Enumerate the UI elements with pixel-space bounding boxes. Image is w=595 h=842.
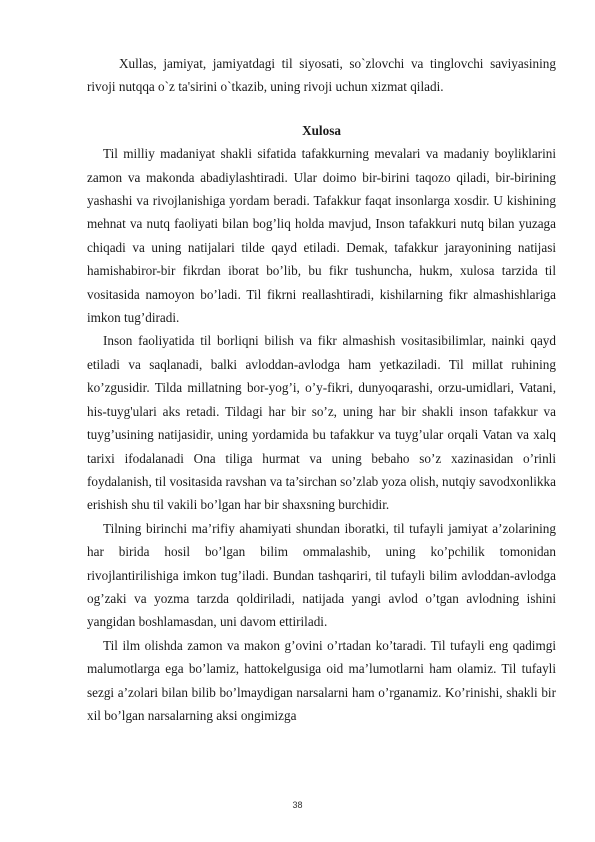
page-number: 38 [292, 800, 303, 810]
paragraph-3: Tilning birinchi ma’rifiy ahamiyati shundan iboratki, til tufayli jamiyat a’zolarining har birida hosil bo’lgan bilim ommalashib, uning ko’pchilik tomonidan rivojlantirilishiga imkon tug’iladi. Bundan tashqariri, til tufayli bilim avloddan-avlodga og’zaki va yozma tarzda qoldiriladi, natijada yangi avlod o’tgan avlodning ishini yangidan boshlamasdan, uni davom ettiriladi. [87, 520, 556, 630]
document-page [87, 52, 556, 727]
paragraph-1: Til milliy madaniyat shakli sifatida tafakkurning mevalari va madaniy boyliklarini zamon va makonda abadiylashtiradi. Ular doimo bir-birini taqozo qiladi, bir-birining yashashi va rivojlanishiga yordam beradi. Tafakkur faqat insonlarga xosdir. U kishining mehnat va nutq faoliyati bilan bog’liq holda mavjud, Inson tafakkuri nutq bilan yuzaga chiqadi va uning natijalari tilde qayd etiladi. Demak, tafakkur jarayonining natijasi hamishabiror-bir fikrdan iborat bo’lib, bu fikr tushuncha, hukm, xulosa tarzida til vositasida namoyon bo’ladi. Til fikrni reallashtiradi, kishilarning fikr almashishlariga imkon tug’diradi. [87, 146, 556, 326]
intro-paragraph: Xullas, jamiyat, jamiyatdagi til siyosati, so`zlovchi va tinglovchi saviyasining rivoji nutqqa o`z ta'sirini o`tkazib, uning rivoji uchun xizmat qiladi. [87, 56, 556, 95]
paragraph-2: Inson faoliyatida til borliqni bilish va fikr almashish vositasibilimlar, nainki qayd etiladi va saqlanadi, balki avloddan-avlodga ham yetkaziladi. Til millat ruhining ko’zgusidir. Tilda millatning bor-yog’i, o’y-fikri, dunyoqarashi, orzu-umidlari, Vatani, his-tuyg'ulari aks retadi. Tildagi har bir so’z, uning har bir shakli inson tafakkur va tuyg’usining natijasidir, uning yordamida bu tafakkur va tuyg’ular orqali Vatan va xalq tarixi ifodalanadi Ona tiliga hurmat va uning bebaho so’z xazinasidan o’rinli foydalanish, til vositasida ravshan va ta’sirchan so’zlab yoza olish, nutqiy savodxonlikka erishish shu til vakili bo’lgan har bir shaxsning burchidir. [87, 333, 556, 513]
section-heading: Xulosa [302, 122, 341, 138]
paragraph-4: Til ilm olishda zamon va makon g’ovini o’rtadan ko’taradi. Til tufayli eng qadimgi malumotlarga ega bo’lamiz, hattokelgusiga oid ma’lumotlarni ham olamiz. Til tufayli sezgi a’zolari bilan bilib bo’lmaydigan narsalarni ham o’rganamiz. Ko’rinishi, shakli bir xil bo’lgan narsalarning aksi ongimizga [87, 637, 556, 723]
section-body [87, 142, 556, 727]
